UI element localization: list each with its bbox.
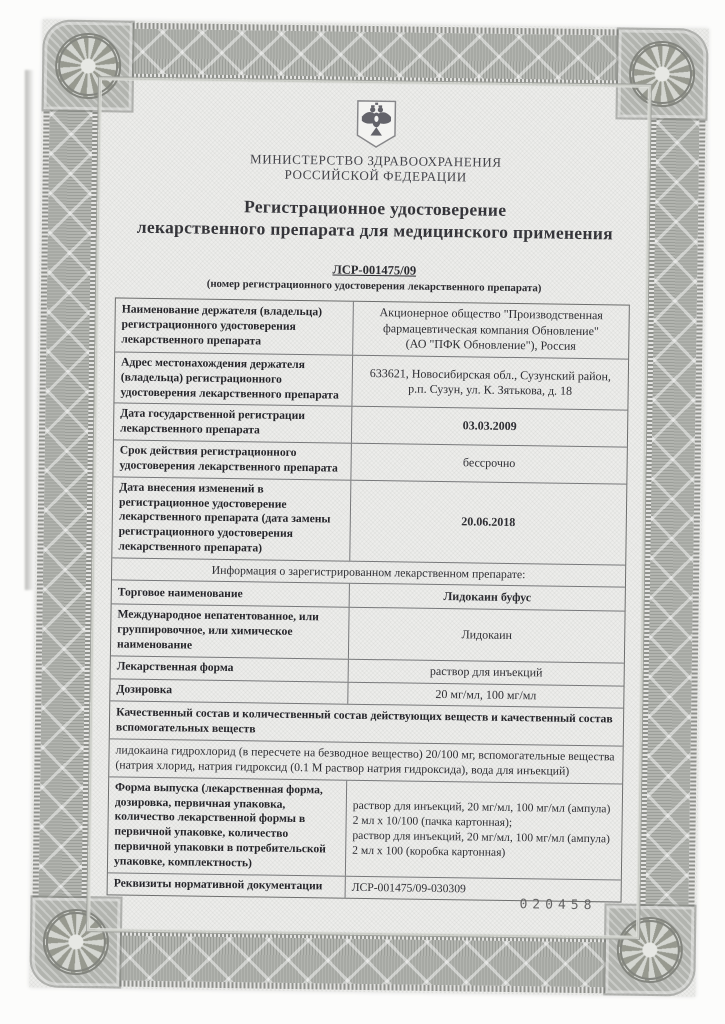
row-value: 20 мг/мл, 100 мг/мл <box>435 686 537 702</box>
row-label: Дата государственной регистрации лекарственного препарата <box>114 404 352 443</box>
frame-border-bottom <box>95 934 630 987</box>
section-header: Информация о зарегистрированном лекарственном препарате: <box>211 562 526 582</box>
frame-border-right <box>644 94 700 931</box>
row-label: Адрес местонахождения держателя (владельца) регистрационного удостоверения лекарственного препарата <box>114 352 353 406</box>
document-title-line1: Регистрационное удостоверение <box>243 195 507 220</box>
scan-shadow <box>25 70 34 590</box>
table-row <box>108 776 622 879</box>
registration-number: ЛСР-001475/09 <box>332 262 417 278</box>
row-value: Лидокаин <box>461 627 513 642</box>
row-label: Реквизиты нормативной документации <box>108 873 346 897</box>
ministry-name-line2: РОССИЙСКОЙ ФЕДЕРАЦИИ <box>284 167 467 185</box>
table-full-row <box>109 738 622 783</box>
table-row <box>113 440 626 484</box>
row-label: Дата внесения изменений в регистрационное удостоверение лекарственного препарата (дата замены регистрационного удостоверения лекарственного препарата) <box>112 477 351 560</box>
registration-number-caption: (номер регистрационного удостоверения лекарственного препарата) <box>206 277 542 295</box>
frame-border-left <box>38 86 94 923</box>
ministry-name-line1: МИНИСТЕРСТВО ЗДРАВООХРАНЕНИЯ <box>250 151 502 170</box>
row-value: 20.06.2018 <box>461 514 516 530</box>
table-row <box>114 403 627 447</box>
frame-border-top <box>108 28 643 81</box>
row-label: Форма выпуска (лекарственная форма, дозировка, первичная упаковка, количество лекарственной формы в первичной упаковке, количество первичной упаковки в потребительской упаковке, комплектность) <box>108 777 347 875</box>
row-value: раствор для инъекций <box>429 663 543 680</box>
row-label: Торговое наименование <box>112 581 350 607</box>
russia-coat-of-arms-icon <box>355 99 398 150</box>
certificate-table <box>107 298 630 903</box>
table-full-row <box>110 701 623 746</box>
certificate-sheet <box>29 19 708 996</box>
row-label: Срок действия регистрационного удостоверения лекарственного препарата <box>113 441 351 480</box>
row-value: бессрочно <box>462 455 516 471</box>
row-value: Лидокаин буфус <box>443 589 532 605</box>
document-title-line2: лекарственного препарата для медицинского применения <box>136 217 614 244</box>
row-label: Наименование держателя (владельца) регистрационного удостоверения лекарственного препарата <box>115 299 354 355</box>
row-value: ЛСР-001475/09-030309 <box>351 880 466 896</box>
certificate-content <box>92 80 650 936</box>
row-value: 03.03.2009 <box>462 418 517 434</box>
row-value: раствор для инъекций, 20 мг/мл, 100 мг/мл (ампула) 2 мл х 10/100 (пачка картонная); раствор для инъекций, 20 мг/мл, 100 мг/мл (ампула) 2 мл х 100 (коробка картонная) <box>352 798 611 860</box>
row-value: 633621, Новосибирская обл., Сузунский район, р.п. Сузун, ул. К. Зятькова, д. 18 <box>369 365 612 398</box>
table-row <box>112 476 626 564</box>
composition-text: лидокаина гидрохлорид (в пересчете на безводное вещество) 20/100 мг, вспомогательные вещества (натрия хлорид, натрия гидроксид (0.1 М раствор натрия гидроксида), вода для инъекций) <box>115 742 615 779</box>
row-label: Дозировка <box>110 679 348 704</box>
serial-number: 020458 <box>519 897 597 914</box>
table-row <box>115 299 629 359</box>
composition-heading: Качественный состав и количественный состав действующих веществ и качественный состав вспомогательных веществ <box>115 705 613 736</box>
table-row <box>114 351 628 410</box>
row-label: Международное непатентованное, или группировочное, или химическое наименование <box>111 605 350 659</box>
row-label: Лекарственная форма <box>111 656 349 681</box>
table-row <box>111 604 625 663</box>
row-value: Акционерное общество "Производственная фармацевтическая компания Обновление" (АО "ПФК Обновление"), Россия <box>379 305 603 354</box>
